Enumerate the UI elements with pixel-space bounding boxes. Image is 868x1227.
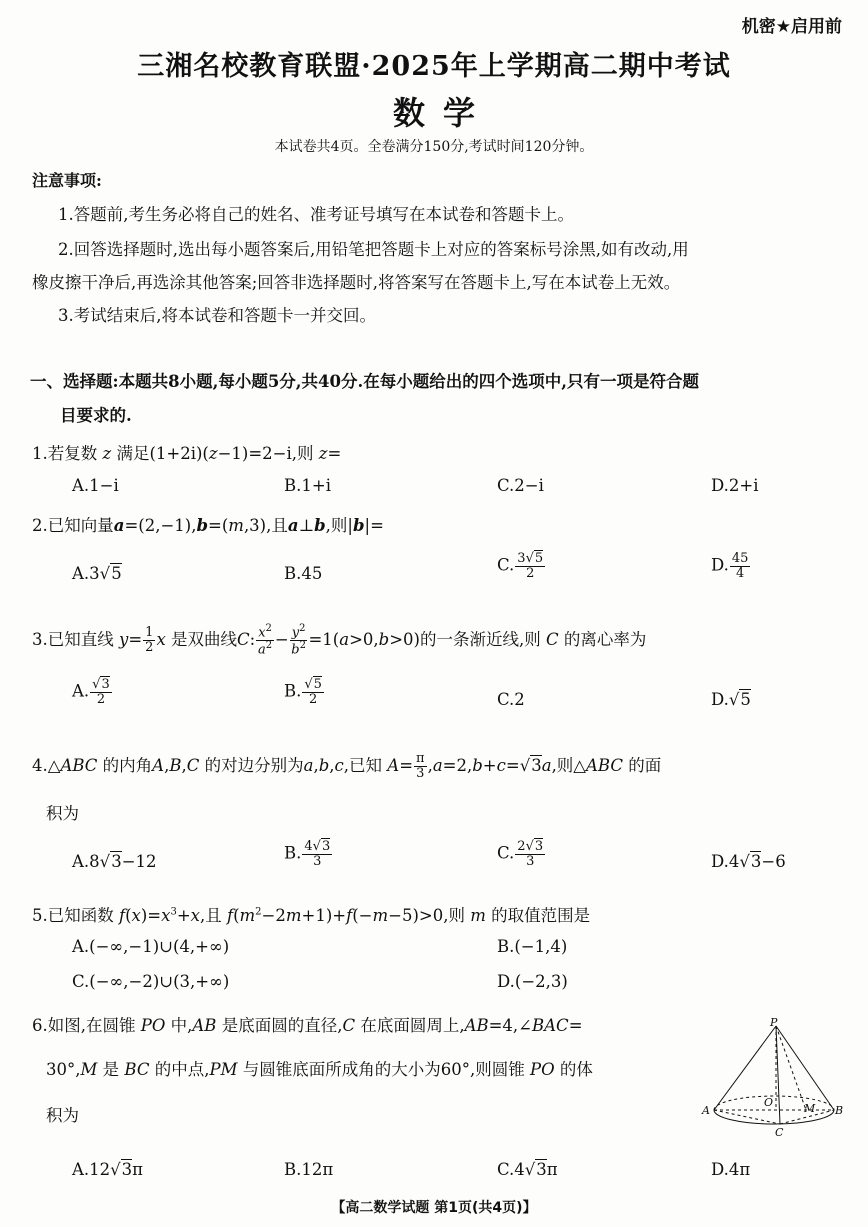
notice-item-2-line-2: 橡皮擦干净后,再选涂其他答案;回答非选择题时,将答案写在答题卡上,写在本试卷上无效。: [32, 273, 681, 292]
label-a: A: [702, 1104, 710, 1117]
section-1-heading: 一、选择题:本题共8小题,每小题5分,共40分.在每小题给出的四个选项中,只有一项是符合题: [30, 372, 699, 391]
notice-item-1: 1.答题前,考生务必将自己的姓名、准考证号填写在本试卷和答题卡上。: [58, 205, 574, 224]
q6-option-b: B.12π: [284, 1160, 334, 1179]
label-b: B: [835, 1104, 844, 1117]
q4-option-c: C. $\frac{2√3}{3}$: [497, 839, 544, 869]
question-6-stem: 6.如图,在圆锥 PO 中,AB 是底面圆的直径,C 在底面圆周上,AB=4,∠BAC=: [32, 1016, 583, 1035]
question-4-stem: 4.△ABC 的内角A,B,C 的对边分别为a,b,c,已知 A= $\frac{\pi}{3}$ ,a=2,b+c=√3a,则△ABC 的面: [32, 751, 662, 781]
subject-title: 数学: [392, 94, 493, 132]
q5-option-d: D.(−2,3): [497, 972, 568, 991]
q2-option-a: A.3√5: [72, 564, 122, 583]
question-5-stem: 5.已知函数 $f(x)=x^3+x$,且 $f(m^2-2m+1)+f(-m-5)>0$,则 m 的取值范围是: [32, 906, 591, 925]
question-6-stem-line-2: 30°,M 是 BC 的中点,PM 与圆锥底面所成角的大小为60°,则圆锥 PO 的体: [46, 1060, 593, 1079]
confidential-mark: 机密★启用前: [741, 17, 842, 37]
question-4-stem-line-2: 积为: [46, 804, 79, 823]
label-o: O: [764, 1096, 774, 1109]
q2-option-b: B.45: [284, 564, 323, 583]
notice-item-2-line-1: 2.回答选择题时,选出每小题答案后,用铅笔把答题卡上对应的答案标号涂黑,如有改动,用: [58, 240, 689, 259]
q3-option-d: D.√5: [711, 690, 751, 709]
q3-option-b: B. $\frac{√5}{2}$: [284, 677, 322, 707]
question-2-stem: 2.已知向量a=(2,−1),b=(m,3),且a⊥b,则|b|=: [32, 516, 384, 535]
q5-option-a: A.(−∞,−1)∪(4,+∞): [72, 937, 230, 956]
notice-item-3: 3.考试结束后,将本试卷和答题卡一并交回。: [58, 306, 376, 325]
notice-title: 注意事项:: [32, 171, 102, 190]
question-1-stem: 1.若复数 z 满足(1+2i)(z−1)=2−i,则 z=: [32, 444, 342, 463]
q3-option-c: C.2: [497, 690, 525, 709]
q4-option-d: D.4√3−6: [711, 852, 786, 871]
q4-option-b: B. $\frac{4√3}{3}$: [284, 839, 331, 869]
question-6-stem-line-3: 积为: [46, 1106, 79, 1125]
q1-option-b: B.1+i: [284, 476, 331, 495]
q1-option-d: D.2+i: [711, 476, 759, 495]
label-p: P: [770, 1018, 778, 1029]
q2-option-d: D. $\frac{45}{4}$: [711, 551, 749, 581]
section-1-heading-line-2: 目要求的.: [60, 406, 132, 425]
q2-option-c: C. $\frac{3√5}{2}$: [497, 551, 544, 581]
q6-option-a: A.12√3π: [72, 1160, 144, 1179]
q6-option-d: D.4π: [711, 1160, 751, 1179]
cone-figure: [700, 1018, 844, 1142]
question-3-stem: 3.已知直线 y= $\frac{1}{2}$ x 是双曲线C: $\frac{x^2}{a^2}$ − $\frac{y^2}{b^2}$ =1(a>0,b>0)的一条渐近线,则 C 的离心率为: [32, 623, 647, 658]
q3-option-a: A. $\frac{√3}{2}$: [72, 677, 110, 707]
label-c: C: [775, 1126, 784, 1139]
exam-title: 三湘名校教育联盟·2025年上学期高二期中考试: [137, 51, 731, 82]
q6-option-c: C.4√3π: [497, 1160, 558, 1179]
label-m: M: [804, 1102, 816, 1115]
page-footer: 【高二数学试题 第1页(共4页)】: [331, 1200, 537, 1216]
q4-option-a: A.8√3−12: [72, 852, 157, 871]
exam-info: 本试卷共4页。全卷满分150分,考试时间120分钟。: [274, 139, 594, 155]
q5-option-b: B.(−1,4): [497, 937, 568, 956]
q1-option-a: A.1−i: [72, 476, 119, 495]
q5-option-c: C.(−∞,−2)∪(3,+∞): [72, 972, 230, 991]
q1-option-c: C.2−i: [497, 476, 544, 495]
